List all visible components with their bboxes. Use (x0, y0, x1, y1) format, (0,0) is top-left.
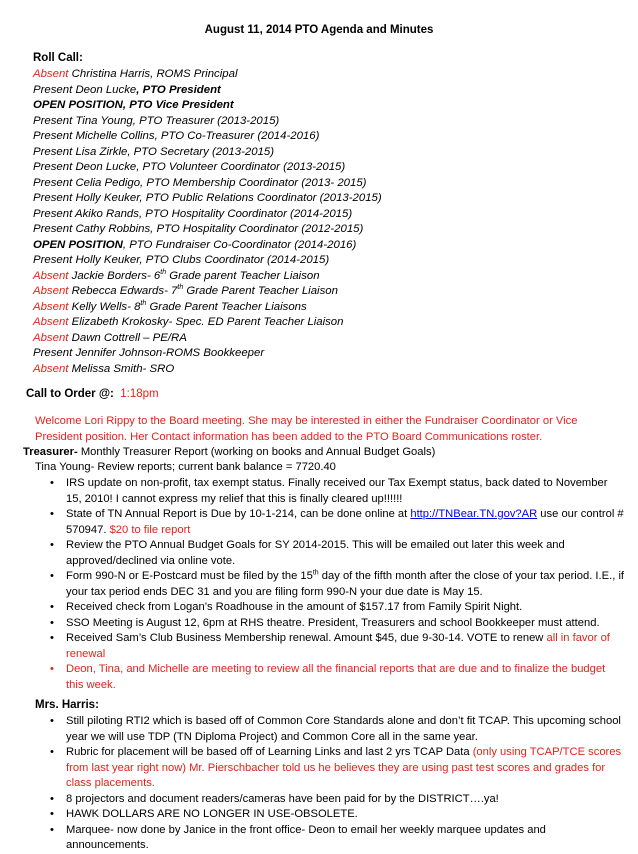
status-absent: Absent (33, 362, 69, 375)
status-absent: Absent (33, 269, 69, 282)
list-item (50, 745, 625, 792)
member-name: Rebecca Edwards- 7 (71, 285, 178, 297)
harris-list (50, 714, 625, 854)
member-name: Kelly Wells- 8 (71, 300, 141, 313)
member-name: Jackie Borders- 6 (71, 269, 161, 282)
list-item (50, 507, 625, 538)
roll-row (33, 129, 382, 145)
roll-row (33, 315, 382, 331)
list-item-text: 8 projectors and document readers/cameras have been paid for by the DISTRICT….ya! (66, 792, 499, 805)
member-name: Cathy Robbins, PTO Hospitality Coordinator (2012-2015) (75, 223, 364, 235)
status-absent: Absent (33, 316, 69, 328)
status-present: Present (33, 145, 73, 158)
member-name: Dawn Cottrell – PE/RA (71, 331, 187, 344)
status-present: Present (33, 83, 73, 96)
page-title: August 11, 2014 PTO Agenda and Minutes (204, 24, 434, 36)
status-absent: Absent (33, 300, 69, 313)
list-item (50, 807, 625, 823)
open-position: OPEN POSITION (33, 238, 123, 251)
call-to-order-label: Call to Order @: (26, 388, 114, 400)
list-item-text: Rubric for placement will be based off of Learning Links and last 2 yrs TCAP Data (66, 746, 473, 758)
roll-call-list (33, 67, 382, 377)
fee-note: $20 to file report (109, 523, 191, 536)
status-absent: Absent (33, 285, 69, 297)
member-role: Grade Parent Teacher Liaisons (146, 300, 307, 313)
open-position: OPEN POSITION, PTO Vice President (33, 99, 234, 111)
roll-row (33, 346, 382, 362)
list-item-text: Received Sam’s Club Business Membership renewal. Amount $45, due 9-30-14. VOTE to renew (66, 632, 547, 644)
list-item (50, 714, 625, 745)
member-name: Christina Harris, ROMS Principal (71, 68, 238, 80)
roll-row (33, 98, 382, 114)
list-item (50, 476, 625, 507)
call-to-order (26, 388, 159, 400)
list-item (50, 600, 625, 616)
list-item-text: IRS update on non-profit, tax exempt status. Finally received our Tax Exempt status, back dated to November 15, 2010! I cannot express my relief that this is finally cleared up!!!!!! (66, 477, 608, 505)
roll-call-heading: Roll Call: (33, 52, 83, 64)
status-absent: Absent (33, 331, 69, 344)
status-present: Present (33, 207, 73, 220)
roll-row (33, 160, 382, 176)
harris-heading: Mrs. Harris: (35, 699, 99, 711)
list-item (50, 538, 625, 569)
list-item-text: State of TN Annual Report is Due by 10-1-214, can be done online at (66, 508, 411, 520)
status-present: Present (33, 130, 73, 142)
member-role: Grade parent Teacher Liaison (166, 269, 320, 282)
roll-row (33, 83, 382, 99)
list-item-text: use our control # 570947. (66, 508, 624, 536)
roll-row (33, 222, 382, 238)
member-name: Deon Lucke, PTO Volunteer Coordinator (2013-2015) (75, 161, 346, 173)
status-present: Present (33, 176, 73, 189)
list-item (50, 569, 625, 600)
placement-note: (only using TCAP/TCE scores from last year right now) Mr. Pierschbacher told us he believes they are using past test scores and grades for class placements. (66, 746, 622, 789)
list-item-text: Form 990-N or E-Postcard must be filed by the 15 (66, 570, 313, 582)
list-item (50, 616, 625, 632)
list-item-text: SSO Meeting is August 12, 6pm at RHS theatre. President, Treasurers and school Bookkeeper must attend. (66, 616, 600, 629)
vote-result: all in favor of renewal (66, 632, 610, 660)
treasurer-label: Treasurer- (23, 446, 78, 458)
member-name: Akiko Rands, PTO Hospitality Coordinator (2014-2015) (75, 207, 353, 220)
member-role: Grade Parent Teacher Liaison (183, 285, 338, 297)
list-item (50, 631, 625, 662)
list-item (50, 823, 625, 854)
roll-row (33, 145, 382, 161)
list-item-text: Received check from Logan’s Roadhouse in the amount of $157.17 from Family Spirit Night. (66, 601, 523, 613)
member-name: Holly Keuker, PTO Clubs Coordinator (2014-2015) (75, 254, 330, 266)
status-present: Present (33, 114, 73, 127)
roll-row (33, 362, 382, 378)
status-present: Present (33, 223, 73, 235)
status-present: Present (33, 347, 73, 359)
member-name: Jennifer Johnson-ROMS Bookkeeper (75, 347, 265, 359)
ordinal-suffix: th (140, 299, 147, 307)
list-item (50, 792, 625, 808)
list-item-text: Deon, Tina, and Michelle are meeting to review all the financial reports that are due and to finalize the budget this week. (66, 663, 606, 691)
roll-row (33, 207, 382, 223)
list-item-text: Still piloting RTI2 which is based off of Common Core Standards alone and don’t fit TCAP. This upcoming school year we will use TDP (TN Diploma Project) and Common Core all in the same year. (66, 715, 621, 743)
roll-row (33, 269, 382, 285)
status-absent: Absent (33, 68, 69, 80)
member-name: Holly Keuker, PTO Public Relations Coordinator (2013-2015) (75, 192, 382, 204)
roll-row (33, 331, 382, 347)
tnbear-link[interactable]: http://TNBear.TN.gov?AR (410, 508, 538, 520)
status-present: Present (33, 192, 73, 204)
treasurer-balance: Tina Young- Review reports; current bank balance = 7720.40 (35, 461, 336, 473)
roll-row (33, 191, 382, 207)
status-present: Present (33, 161, 73, 173)
ordinal-suffix: th (160, 268, 167, 276)
roll-row (33, 253, 382, 269)
welcome-note: Welcome Lori Rippy to the Board meeting. She may be interested in either the Fundraiser Coordinator or Vice President position. Her Contact information has been added to the PTO Board Communications roster. (35, 415, 578, 443)
member-name: Michelle Collins, PTO Co-Treasurer (2014-2016) (75, 130, 320, 142)
member-role: , PTO President (136, 83, 221, 96)
roll-row (33, 300, 382, 316)
member-name: Tina Young, PTO Treasurer (2013-2015) (75, 114, 280, 127)
roll-row (33, 114, 382, 130)
ordinal-suffix: th (312, 569, 319, 577)
list-item-text: Review the PTO Annual Budget Goals for SY 2014-2015. This will be emailed out later this week and approved/declined via online vote. (66, 539, 565, 567)
roll-row (33, 238, 382, 254)
treasurer-list (50, 476, 625, 693)
ordinal-suffix: th (177, 284, 184, 292)
roll-row (33, 67, 382, 83)
member-name: Elizabeth Krokosky- Spec. ED Parent Teacher Liaison (71, 316, 344, 328)
member-role: , PTO Fundraiser Co-Coordinator (2014-2016) (122, 238, 357, 251)
treasurer-text: Monthly Treasurer Report (working on books and Annual Budget Goals) (77, 446, 436, 458)
list-item-text: HAWK DOLLARS ARE NO LONGER IN USE-OBSOLETE. (66, 808, 358, 820)
list-item (50, 662, 625, 693)
list-item-text: day of the fifth month after the close of your tax period. I.E., if your tax period ends DEC 31 and you are filing form 990-N your due date is May 15. (66, 570, 625, 598)
member-name: Melissa Smith- SRO (71, 362, 175, 375)
roll-row (33, 176, 382, 192)
member-name: Celia Pedigo, PTO Membership Coordinator (2013- 2015) (75, 176, 367, 189)
member-name: Deon Lucke (75, 83, 137, 96)
call-to-order-time: 1:18pm (120, 388, 159, 400)
treasurer-heading (23, 445, 623, 461)
list-item-text: Marquee- now done by Janice in the front office- Deon to email her weekly marquee updates and announcements. (66, 823, 546, 851)
member-name: Lisa Zirkle, PTO Secretary (2013-2015) (75, 145, 275, 158)
roll-row (33, 284, 382, 300)
status-present: Present (33, 254, 73, 266)
